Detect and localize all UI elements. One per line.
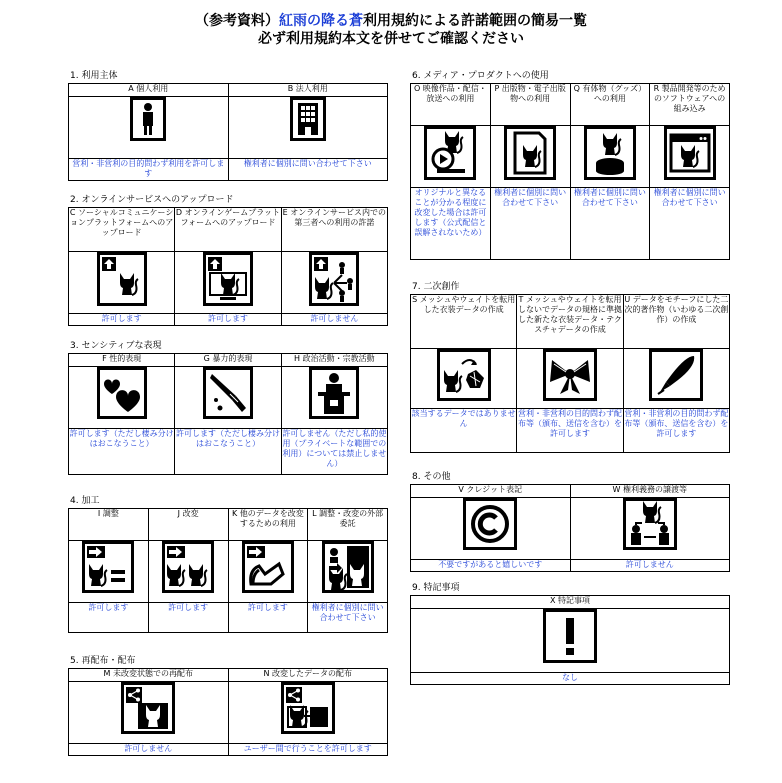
status-text: 権利者に個別に問い合わせて下さい: [650, 188, 730, 260]
table-header-cell: E オンラインサービス内での第三者への利用の許諾: [281, 208, 387, 252]
table-header-cell: L 調整・改変の外部委託: [308, 509, 388, 541]
upload-cat-icon: [97, 252, 147, 306]
table-header-cell: T メッシュやウェイトを転用しないでデータの規格に準拠した新たな衣装データ・テクスチャデータの作成: [517, 295, 623, 349]
software-icon: [664, 126, 716, 180]
sensitive-table: [68, 353, 388, 475]
section-title: 9. 特記事項: [412, 583, 460, 593]
share-cat-icon: [121, 682, 175, 734]
table-header-cell: Q 有体物（グッズ）への利用: [570, 84, 650, 126]
table-header-cell: B 法人利用: [228, 84, 388, 97]
share-modified-icon: [281, 682, 335, 734]
section-title: 6. メディア・プロダクトへの使用: [412, 71, 549, 81]
status-text: 許可します: [148, 603, 228, 633]
table-header-cell: C ソーシャルコミュニケーションプラットフォームへのアップロード: [69, 208, 175, 252]
section-title: 4. 加工: [70, 496, 100, 506]
upload-cat-monitor-icon: [203, 252, 253, 306]
status-text: 許可します: [228, 603, 308, 633]
mesh-icon: [437, 349, 491, 401]
figure-icon: [584, 126, 636, 180]
table-header-cell: P 出版物・電子出版物への利用: [490, 84, 570, 126]
upload-share-icon: [309, 252, 359, 306]
status-text: 許可します: [69, 314, 175, 326]
status-text: 許可します: [69, 603, 149, 633]
copyright-icon: [463, 498, 517, 550]
status-text: 権利者に個別に問い合わせて下さい: [228, 159, 388, 181]
table-header-cell: H 政治活動・宗教活動: [281, 354, 387, 367]
person-icon: [130, 97, 166, 141]
table-header-cell: X 特記事項: [411, 596, 730, 609]
status-text: 営利・非営利の目的問わず利用を許可します: [69, 159, 229, 181]
usage-subject-table: [68, 83, 388, 181]
status-text: 許可します（ただし棲み分けはおこなうこと）: [175, 429, 281, 475]
processing-table: [68, 508, 388, 633]
derivative-table: [410, 294, 730, 453]
status-text: 許可しません（ただし私的使用（プライベートな範囲での利用）については禁止しません）: [281, 429, 387, 475]
hearts-icon: [97, 367, 147, 419]
status-text: 権利者に個別に問い合わせて下さい: [490, 188, 570, 260]
table-header-cell: N 改変したデータの配布: [228, 669, 388, 682]
title-prefix: （参考資料）: [195, 13, 279, 29]
table-header-cell: R 製品開発等のためのソフトウェアへの組み込み: [650, 84, 730, 126]
other-table: [410, 484, 730, 572]
table-header-cell: G 暴力的表現: [175, 354, 281, 367]
publication-icon: [504, 126, 556, 180]
status-text: 許可しません: [570, 560, 730, 572]
upload-table: [68, 207, 388, 326]
knife-icon: [203, 367, 253, 419]
section-title: 3. センシティブな表現: [70, 341, 162, 351]
bow-icon: [543, 349, 597, 401]
title-line-2: 必ず利用規約本文を併せてご確認ください: [258, 31, 524, 47]
section-title: 1. 利用主体: [70, 71, 118, 81]
podium-icon: [309, 367, 359, 419]
table-header-cell: D オンラインゲームプラットフォームへのアップロード: [175, 208, 281, 252]
table-header-cell: J 改変: [148, 509, 228, 541]
title-brand: 紅雨の降る蒼: [279, 13, 363, 29]
section-title: 7. 二次創作: [412, 282, 460, 292]
status-text: 権利者に個別に問い合わせて下さい: [308, 603, 388, 633]
section-title: 8. その他: [412, 472, 451, 482]
building-icon: [290, 97, 326, 141]
special-notes-table: [410, 595, 730, 685]
pen-icon: [649, 349, 703, 401]
status-text: 不要ですがあると嬉しいです: [411, 560, 571, 572]
section-title: 5. 再配布・配布: [70, 656, 136, 666]
table-header-cell: A 個人利用: [69, 84, 229, 97]
status-text: オリジナルと異なることが分かる程度に改変した場合は許可します（公式配信と誤解されないため）: [411, 188, 491, 260]
media-table: [410, 83, 730, 260]
tail-icon: [242, 541, 294, 593]
page-title: [0, 12, 782, 48]
status-text: 許可します（ただし棲み分けはおこなうこと）: [69, 429, 175, 475]
modify-icon: [162, 541, 214, 593]
table-header-cell: M 未改変状態での再配布: [69, 669, 229, 682]
table-header-cell: V クレジット表記: [411, 485, 571, 498]
status-text: 権利者に個別に問い合わせて下さい: [570, 188, 650, 260]
status-text: 営利・非営利の目的問わず配布等（頒布、送信を含む）を許可します: [623, 409, 729, 453]
title-line-1: [0, 12, 782, 30]
outsource-icon: [322, 541, 374, 593]
status-text: なし: [411, 673, 730, 685]
table-header-cell: O 映像作品・配信・放送への利用: [411, 84, 491, 126]
table-header-cell: F 性的表現: [69, 354, 175, 367]
status-text: 該当するデータではありません: [411, 409, 517, 453]
status-text: 許可しません: [281, 314, 387, 326]
table-header-cell: I 調整: [69, 509, 149, 541]
video-cat-icon: [424, 126, 476, 180]
table-header-cell: W 権利義務の譲渡等: [570, 485, 730, 498]
status-text: ユーザー間で行うことを許可します: [228, 744, 388, 756]
table-header-cell: S メッシュやウェイトを転用した衣装データの作成: [411, 295, 517, 349]
status-text: 営利・非営利の目的問わず配布等（頒布、送信を含む）を許可します: [517, 409, 623, 453]
title-suffix: 利用規約による許諾範囲の簡易一覧: [363, 13, 587, 29]
table-header-cell: U データをモチーフにした二次的著作物（いわゆる二次創作）の作成: [623, 295, 729, 349]
redistribution-table: [68, 668, 388, 756]
section-title: 2. オンラインサービスへのアップロード: [70, 195, 234, 205]
table-header-cell: K 他のデータを改変するための利用: [228, 509, 308, 541]
status-text: 許可します: [175, 314, 281, 326]
exclamation-icon: [543, 609, 597, 663]
adjust-icon: [82, 541, 134, 593]
status-text: 許可しません: [69, 744, 229, 756]
transfer-icon: [623, 498, 677, 550]
